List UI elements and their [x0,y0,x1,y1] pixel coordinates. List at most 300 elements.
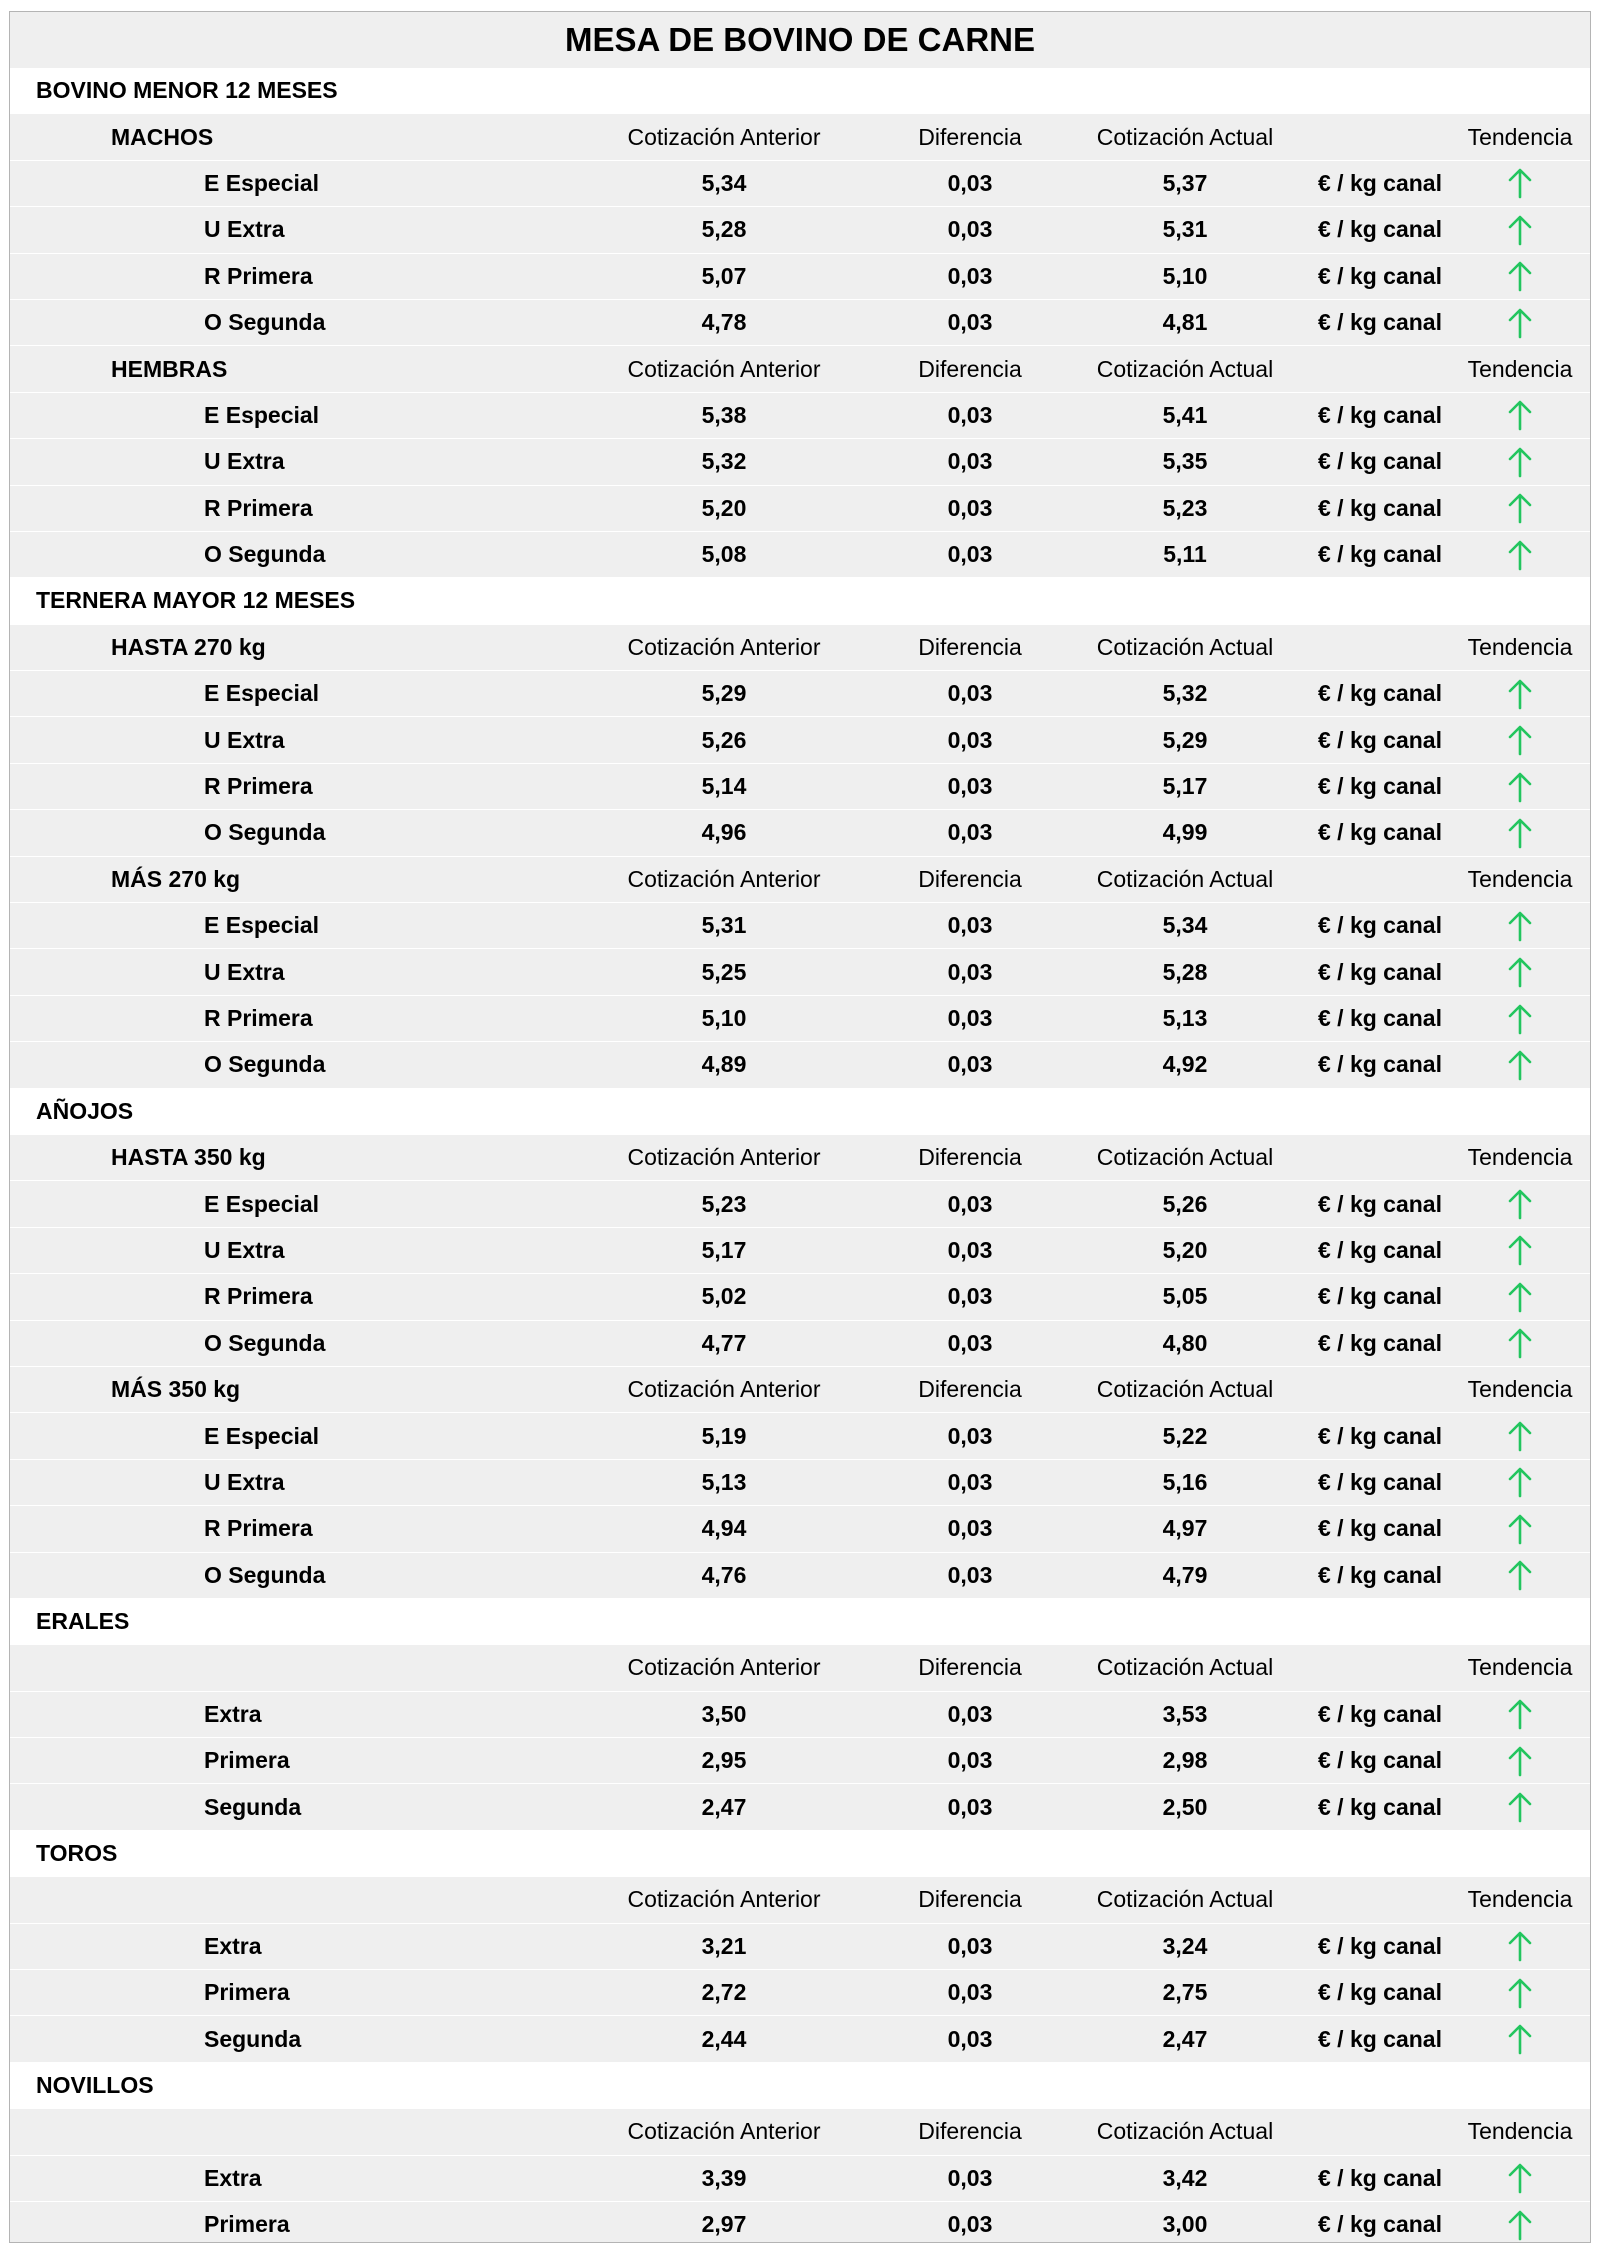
unit-label: € / kg canal [1317,1979,1442,2006]
unit-label: € / kg canal [1317,912,1442,939]
cotizacion-anterior-value: 2,47 [701,1793,747,1820]
cotizacion-actual-value: 5,32 [1162,680,1208,707]
header-diferencia: Diferencia [918,1144,1022,1171]
unit-label: € / kg canal [1317,541,1442,568]
arrow-up-icon [1505,771,1535,803]
arrow-up-icon [1505,539,1535,571]
diferencia-value: 0,03 [947,680,993,707]
table-row [10,2016,1590,2062]
cotizacion-actual-value: 5,20 [1162,1236,1208,1263]
column-header-row [10,625,1590,671]
table-row [10,764,1590,810]
section-label: ERALES [36,1608,130,1635]
table-row [10,1692,1590,1738]
arrow-up-icon [1505,1559,1535,1591]
header-cotizacion-anterior: Cotización Anterior [627,123,821,150]
header-cotizacion-anterior: Cotización Anterior [627,1376,821,1403]
section-label: TOROS [36,1840,118,1867]
header-diferencia: Diferencia [918,355,1022,382]
cotizacion-actual-value: 2,50 [1162,1793,1208,1820]
diferencia-value: 0,03 [947,1005,993,1031]
category-label: U Extra [204,1468,285,1495]
arrow-up-icon [1505,1188,1535,1220]
trend-cell [1450,996,1590,1041]
cotizacion-actual-value: 5,11 [1163,541,1207,568]
diferencia-value: 0,03 [947,819,993,846]
column-header-row [10,1135,1590,1181]
section-row [10,1831,1590,1877]
arrow-up-icon [1505,817,1535,849]
diferencia-value: 0,03 [947,958,993,985]
arrow-up-icon [1505,1281,1535,1313]
arrow-up-icon [1505,1698,1535,1730]
header-cotizacion-actual: Cotización Actual [1096,633,1274,660]
table-row [10,1924,1590,1970]
header-diferencia: Diferencia [918,1654,1022,1681]
unit-label: € / kg canal [1317,2211,1442,2238]
trend-cell [1450,2156,1590,2201]
group-label: HASTA 350 kg [111,1144,266,1171]
header-cotizacion-anterior: Cotización Anterior [627,633,821,660]
table-row [10,717,1590,763]
category-label: R Primera [204,773,313,800]
trend-cell [1450,393,1590,438]
group-label: MÁS 270 kg [111,865,241,892]
cotizacion-actual-value: 5,10 [1162,262,1208,289]
diferencia-value: 0,03 [947,494,993,521]
cotizacion-actual-value: 5,28 [1162,958,1208,985]
cotizacion-anterior-value: 5,19 [701,1422,747,1449]
category-label: Primera [204,2211,290,2238]
cotizacion-actual-value: 4,80 [1162,1329,1208,1356]
table-row [10,393,1590,439]
trend-cell [1450,1413,1590,1458]
arrow-up-icon [1505,2209,1535,2241]
trend-cell [1450,1970,1590,2015]
cotizacion-actual-value: 5,29 [1162,726,1208,753]
arrow-up-icon [1505,1745,1535,1777]
header-cotizacion-actual: Cotización Actual [1096,355,1274,382]
header-tendencia: Tendencia [1467,865,1573,892]
table-row [10,439,1590,485]
cotizacion-actual-value: 2,75 [1162,1979,1208,2006]
trend-cell [1450,1228,1590,1273]
cotizacion-actual-value: 4,81 [1162,309,1208,336]
trend-cell [1450,439,1590,484]
unit-label: € / kg canal [1317,448,1442,475]
category-label: Segunda [204,1793,302,1820]
cotizacion-anterior-value: 5,14 [701,773,747,800]
cotizacion-actual-value: 3,00 [1162,2211,1208,2238]
category-label: E Especial [204,1190,320,1217]
cotizacion-anterior-value: 3,50 [701,1700,747,1727]
cotizacion-anterior-value: 5,38 [701,401,747,428]
cotizacion-actual-value: 5,23 [1162,494,1208,521]
section-row [10,1599,1590,1645]
trend-cell [1450,1738,1590,1783]
trend-cell [1450,1042,1590,1087]
cotizacion-actual-value: 3,42 [1162,2164,1208,2191]
category-label: R Primera [204,1515,313,1542]
cotizacion-actual-value: 4,99 [1162,819,1208,846]
table-row [10,1738,1590,1784]
header-tendencia: Tendencia [1467,1654,1573,1681]
arrow-up-icon [1505,2162,1535,2194]
trend-cell [1450,161,1590,206]
trend-cell [1450,1924,1590,1969]
table-row [10,1460,1590,1506]
header-cotizacion-actual: Cotización Actual [1096,1144,1274,1171]
unit-label: € / kg canal [1317,680,1442,707]
cotizacion-actual-value: 3,53 [1162,1700,1208,1727]
cotizacion-anterior-value: 4,77 [701,1329,747,1356]
trend-cell [1450,2016,1590,2061]
header-diferencia: Diferencia [918,2118,1022,2145]
category-label: Extra [204,1700,262,1727]
category-label: Extra [204,1932,262,1959]
header-diferencia: Diferencia [918,1376,1022,1403]
category-label: Segunda [204,2025,302,2052]
section-label: TERNERA MAYOR 12 MESES [36,587,356,614]
arrow-up-icon [1505,1466,1535,1498]
diferencia-value: 0,03 [947,912,993,939]
unit-label: € / kg canal [1317,1700,1442,1727]
cotizacion-anterior-value: 2,97 [701,2211,747,2238]
header-tendencia: Tendencia [1467,355,1573,382]
header-cotizacion-anterior: Cotización Anterior [627,1654,821,1681]
arrow-up-icon [1505,399,1535,431]
category-label: R Primera [204,1283,313,1310]
table-row [10,1274,1590,1320]
diferencia-value: 0,03 [947,1979,993,2006]
cotizacion-actual-value: 2,47 [1162,2025,1208,2052]
trend-cell [1450,671,1590,716]
diferencia-value: 0,03 [947,1051,993,1078]
arrow-up-icon [1505,307,1535,339]
table-row [10,161,1590,207]
diferencia-value: 0,03 [947,216,993,243]
arrow-up-icon [1505,446,1535,478]
trend-cell [1450,1506,1590,1551]
unit-label: € / kg canal [1317,1793,1442,1820]
unit-label: € / kg canal [1317,819,1442,846]
table-row [10,996,1590,1042]
trend-cell [1450,1321,1590,1366]
unit-label: € / kg canal [1317,1747,1442,1774]
table-row [10,2156,1590,2202]
cotizacion-actual-value: 5,31 [1162,216,1208,243]
unit-label: € / kg canal [1317,726,1442,753]
header-cotizacion-anterior: Cotización Anterior [627,865,821,892]
section-label: AÑOJOS [36,1097,134,1124]
unit-label: € / kg canal [1317,401,1442,428]
cotizacion-anterior-value: 5,32 [701,448,747,475]
trend-cell [1450,1274,1590,1319]
trend-cell [1450,764,1590,809]
cotizacion-anterior-value: 5,31 [701,912,747,939]
arrow-up-icon [1505,1003,1535,1035]
section-row [10,1089,1590,1135]
category-label: U Extra [204,726,285,753]
category-label: E Especial [204,1422,320,1449]
diferencia-value: 0,03 [947,541,993,568]
cotizacion-anterior-value: 5,10 [701,1005,747,1031]
arrow-up-icon [1505,1977,1535,2009]
arrow-up-icon [1505,1513,1535,1545]
cotizacion-anterior-value: 5,34 [701,169,747,196]
header-cotizacion-anterior: Cotización Anterior [627,1886,821,1913]
diferencia-value: 0,03 [947,773,993,800]
table-row [10,1321,1590,1367]
category-label: O Segunda [204,819,326,846]
category-label: R Primera [204,262,313,289]
category-label: O Segunda [204,1329,326,1356]
unit-label: € / kg canal [1317,1561,1442,1588]
cotizacion-actual-value: 5,13 [1162,1005,1208,1031]
column-header-row [10,1367,1590,1413]
table-row [10,2202,1590,2243]
table-row [10,1042,1590,1088]
category-label: U Extra [204,1236,285,1263]
unit-label: € / kg canal [1317,309,1442,336]
cotizacion-anterior-value: 2,72 [701,1979,747,2006]
category-label: O Segunda [204,1561,326,1588]
price-sheet [9,11,1591,2243]
header-tendencia: Tendencia [1467,633,1573,660]
cotizacion-anterior-value: 4,96 [701,819,747,846]
unit-label: € / kg canal [1317,1190,1442,1217]
trend-cell [1450,949,1590,994]
diferencia-value: 0,03 [947,1515,993,1542]
header-tendencia: Tendencia [1467,123,1573,150]
diferencia-value: 0,03 [947,2164,993,2191]
cotizacion-actual-value: 4,79 [1162,1561,1208,1588]
unit-label: € / kg canal [1317,1515,1442,1542]
category-label: O Segunda [204,541,326,568]
table-row [10,949,1590,995]
header-diferencia: Diferencia [918,1886,1022,1913]
cotizacion-anterior-value: 5,25 [701,958,747,985]
trend-cell [1450,532,1590,577]
diferencia-value: 0,03 [947,309,993,336]
cotizacion-actual-value: 4,92 [1162,1051,1208,1078]
cotizacion-anterior-value: 5,26 [701,726,747,753]
table-row [10,1228,1590,1274]
unit-label: € / kg canal [1317,216,1442,243]
arrow-up-icon [1505,1930,1535,1962]
unit-label: € / kg canal [1317,169,1442,196]
trend-cell [1450,903,1590,948]
arrow-up-icon [1505,724,1535,756]
unit-label: € / kg canal [1317,262,1442,289]
unit-label: € / kg canal [1317,1329,1442,1356]
category-label: E Especial [204,912,320,939]
cotizacion-actual-value: 4,97 [1162,1515,1208,1542]
section-row [10,68,1590,114]
arrow-up-icon [1505,260,1535,292]
table-row [10,1181,1590,1227]
table-row [10,1413,1590,1459]
header-cotizacion-actual: Cotización Actual [1096,1886,1274,1913]
header-diferencia: Diferencia [918,865,1022,892]
table-row [10,1506,1590,1552]
page-title: MESA DE BOVINO DE CARNE [10,12,1590,68]
diferencia-value: 0,03 [947,726,993,753]
header-tendencia: Tendencia [1467,2118,1573,2145]
diferencia-value: 0,03 [947,1329,993,1356]
category-label: U Extra [204,216,285,243]
arrow-up-icon [1505,214,1535,246]
arrow-up-icon [1505,2023,1535,2055]
header-cotizacion-actual: Cotización Actual [1096,865,1274,892]
diferencia-value: 0,03 [947,1561,993,1588]
arrow-up-icon [1505,678,1535,710]
trend-cell [1450,1460,1590,1505]
diferencia-value: 0,03 [947,1422,993,1449]
trend-cell [1450,254,1590,299]
group-label: MÁS 350 kg [111,1376,241,1403]
cotizacion-anterior-value: 5,28 [701,216,747,243]
trend-cell [1450,1181,1590,1226]
group-label: HASTA 270 kg [111,633,266,660]
cotizacion-anterior-value: 2,95 [701,1747,747,1774]
column-header-row [10,2109,1590,2155]
section-label: BOVINO MENOR 12 MESES [36,77,338,104]
table-row [10,1970,1590,2016]
category-label: U Extra [204,448,285,475]
trend-cell [1450,1784,1590,1829]
trend-cell [1450,1692,1590,1737]
category-label: E Especial [204,680,320,707]
arrow-up-icon [1505,167,1535,199]
table-row [10,254,1590,300]
cotizacion-anterior-value: 5,08 [701,541,747,568]
cotizacion-anterior-value: 3,21 [701,1932,747,1959]
unit-label: € / kg canal [1317,2025,1442,2052]
column-header-row [10,346,1590,392]
unit-label: € / kg canal [1317,1005,1442,1031]
cotizacion-actual-value: 2,98 [1162,1747,1208,1774]
column-header-row [10,1645,1590,1691]
cotizacion-anterior-value: 5,29 [701,680,747,707]
header-cotizacion-anterior: Cotización Anterior [627,1144,821,1171]
unit-label: € / kg canal [1317,1236,1442,1263]
unit-label: € / kg canal [1317,773,1442,800]
section-label: NOVILLOS [36,2071,154,2098]
diferencia-value: 0,03 [947,1236,993,1263]
unit-label: € / kg canal [1317,958,1442,985]
diferencia-value: 0,03 [947,1190,993,1217]
header-cotizacion-actual: Cotización Actual [1096,2118,1274,2145]
header-cotizacion-actual: Cotización Actual [1096,1654,1274,1681]
diferencia-value: 0,03 [947,401,993,428]
category-label: Primera [204,1979,290,2006]
trend-cell [1450,2202,1590,2243]
cotizacion-anterior-value: 5,17 [701,1236,747,1263]
cotizacion-anterior-value: 5,20 [701,494,747,521]
arrow-up-icon [1505,1791,1535,1823]
arrow-up-icon [1505,1049,1535,1081]
header-cotizacion-actual: Cotización Actual [1096,1376,1274,1403]
unit-label: € / kg canal [1317,1051,1442,1078]
price-table [10,68,1590,2243]
table-row [10,903,1590,949]
unit-label: € / kg canal [1317,1422,1442,1449]
cotizacion-anterior-value: 4,89 [701,1051,747,1078]
cotizacion-actual-value: 5,17 [1162,773,1208,800]
diferencia-value: 0,03 [947,1932,993,1959]
diferencia-value: 0,03 [947,448,993,475]
trend-cell [1450,207,1590,252]
arrow-up-icon [1505,492,1535,524]
header-diferencia: Diferencia [918,123,1022,150]
table-row [10,532,1590,578]
unit-label: € / kg canal [1317,494,1442,521]
header-tendencia: Tendencia [1467,1886,1573,1913]
category-label: R Primera [204,1005,313,1031]
cotizacion-anterior-value: 4,78 [701,309,747,336]
cotizacion-anterior-value: 5,13 [701,1468,747,1495]
diferencia-value: 0,03 [947,1700,993,1727]
cotizacion-actual-value: 5,37 [1162,169,1208,196]
arrow-up-icon [1505,1420,1535,1452]
diferencia-value: 0,03 [947,1793,993,1820]
trend-cell [1450,300,1590,345]
table-row [10,486,1590,532]
cotizacion-actual-value: 5,16 [1162,1468,1208,1495]
cotizacion-anterior-value: 5,23 [701,1190,747,1217]
category-label: U Extra [204,958,285,985]
unit-label: € / kg canal [1317,1283,1442,1310]
group-label: HEMBRAS [111,355,228,382]
diferencia-value: 0,03 [947,1283,993,1310]
header-tendencia: Tendencia [1467,1376,1573,1403]
cotizacion-actual-value: 5,22 [1162,1422,1208,1449]
diferencia-value: 0,03 [947,1468,993,1495]
unit-label: € / kg canal [1317,1468,1442,1495]
cotizacion-anterior-value: 5,07 [701,262,747,289]
header-cotizacion-anterior: Cotización Anterior [627,2118,821,2145]
cotizacion-actual-value: 5,05 [1162,1283,1208,1310]
arrow-up-icon [1505,956,1535,988]
category-label: R Primera [204,494,313,521]
table-row [10,207,1590,253]
diferencia-value: 0,03 [947,169,993,196]
cotizacion-actual-value: 3,24 [1162,1932,1208,1959]
arrow-up-icon [1505,910,1535,942]
trend-cell [1450,717,1590,762]
section-row [10,2063,1590,2109]
column-header-row [10,114,1590,160]
category-label: O Segunda [204,1051,326,1078]
header-tendencia: Tendencia [1467,1144,1573,1171]
category-label: O Segunda [204,309,326,336]
category-label: E Especial [204,401,320,428]
unit-label: € / kg canal [1317,2164,1442,2191]
table-row [10,671,1590,717]
header-diferencia: Diferencia [918,633,1022,660]
cotizacion-actual-value: 5,34 [1162,912,1208,939]
trend-cell [1450,810,1590,855]
diferencia-value: 0,03 [947,2025,993,2052]
cotizacion-actual-value: 5,26 [1162,1190,1208,1217]
diferencia-value: 0,03 [947,1747,993,1774]
cotizacion-anterior-value: 4,76 [701,1561,747,1588]
cotizacion-anterior-value: 5,02 [701,1283,747,1310]
cotizacion-actual-value: 5,35 [1162,448,1208,475]
arrow-up-icon [1505,1234,1535,1266]
trend-cell [1450,1553,1590,1598]
